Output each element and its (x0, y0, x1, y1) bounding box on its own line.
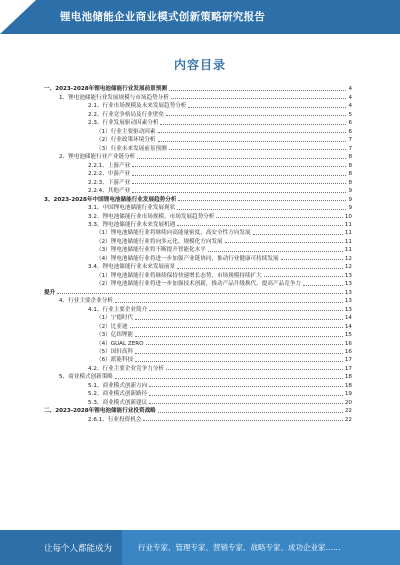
toc-leader-dots (188, 107, 346, 108)
toc-page-number: 13 (344, 281, 352, 288)
toc-entry-text: 提升 (44, 289, 56, 296)
toc-leader-dots (166, 115, 346, 116)
toc-page-number: 5 (348, 111, 352, 118)
toc-page-number: 8 (348, 179, 352, 186)
toc-page-number: 18 (344, 374, 352, 381)
toc-page-number: 13 (344, 298, 352, 305)
toc-entry-text: 3.1、中国锂电池储能行业发展现状 (88, 205, 176, 212)
toc-page-number: 11 (344, 238, 352, 245)
toc-leader-dots (169, 149, 347, 150)
toc-entry[interactable] (44, 203, 352, 211)
toc-entry-text: （5）国轩高科 (96, 349, 134, 355)
toc-entry[interactable] (44, 169, 352, 177)
page-header (0, 0, 400, 34)
toc-leader-dots (149, 386, 343, 387)
toc-leader-dots (135, 353, 343, 354)
toc-entry[interactable] (44, 101, 352, 109)
toc-entry[interactable] (44, 228, 352, 236)
toc-leader-dots (115, 302, 343, 303)
toc-entry[interactable] (44, 194, 352, 202)
toc-entry[interactable] (44, 211, 352, 219)
toc-entry[interactable] (44, 262, 352, 270)
toc-entry-text: 5、商业模式创新策略 (59, 374, 113, 381)
toc-entry-text: 2.6.1、行业投资机会 (88, 416, 142, 423)
toc-entry-text: 2.2.1、上游产业 (88, 162, 131, 169)
toc-page-number: 12 (344, 255, 352, 262)
toc-entry[interactable] (44, 160, 352, 168)
toc-entry-text: （3）亿纬锂能 (96, 332, 134, 339)
toc-page-number: 14 (344, 315, 352, 322)
toc-leader-dots (169, 90, 346, 91)
page-footer (0, 530, 400, 565)
toc-leader-dots (57, 293, 343, 294)
toc-leader-dots (158, 141, 347, 142)
toc-page-number: 11 (344, 247, 352, 254)
toc-leader-dots (303, 285, 343, 286)
toc-leader-dots (149, 310, 343, 311)
toc-page-number: 8 (348, 154, 352, 161)
toc-entry[interactable] (44, 143, 352, 151)
toc-leader-dots (149, 403, 343, 404)
toc-page-number: 8 (348, 162, 352, 169)
toc-page-number: 12 (344, 264, 352, 271)
toc-entry-text: （4）GUAL ZERO (96, 340, 144, 347)
toc-entry-text: 3.3、锂电池储能行业未来发展机遇 (88, 221, 176, 228)
toc-leader-dots (171, 98, 347, 99)
toc-entry[interactable] (44, 126, 352, 134)
toc-leader-dots (166, 369, 343, 370)
toc-page-number: 4 (348, 103, 352, 110)
toc-entry-text: （2）锂电池储能行业将进一步加强技术创新，推动产品升级换代，提高产品竞争力 (96, 281, 301, 288)
toc-page-number: 22 (344, 416, 352, 423)
toc-page-number: 18 (344, 382, 352, 389)
toc-leader-dots (137, 158, 346, 159)
toc-leader-dots (177, 225, 343, 226)
toc-leader-dots (135, 361, 343, 362)
toc-entry-text: （6）派能科技 (96, 357, 134, 364)
toc-entry-text: 5.2、商业模式创新路径 (88, 391, 148, 398)
toc-entry-text: 2.2.4、其他产业 (88, 188, 131, 195)
toc-page-number: 16 (344, 349, 352, 355)
toc-leader-dots (158, 132, 347, 133)
report-title: 锂电池储能企业商业模式创新策略研究报告 (60, 11, 266, 23)
toc-page-number: 7 (348, 137, 352, 144)
toc-entry[interactable] (44, 355, 352, 363)
toc-entry-text: 3.4、锂电池储能行业未来发展前景 (88, 264, 176, 271)
toc-leader-dots (225, 242, 343, 243)
toc-entry[interactable] (44, 287, 352, 295)
toc-entry-text: 2.2.2、中游产业 (88, 171, 131, 178)
toc-entry[interactable] (44, 296, 352, 304)
toc-page-number: 20 (344, 399, 352, 406)
toc-entry[interactable] (44, 372, 352, 380)
toc-leader-dots (132, 192, 346, 193)
toc-page-number: 22 (344, 408, 352, 415)
toc-entry[interactable] (44, 177, 352, 185)
toc-entry-text: （4）锂电池储能行业将进一步加强产业链协同，推动行业健康可持续发展 (96, 255, 279, 262)
toc-entry-text: （1）锂电池储能行业将继续向高能量密度、高安全性方向发展 (96, 230, 251, 237)
toc-entry-text: 二、2023-2028年锂电池储能行业投资战略 (44, 408, 156, 415)
toc-entry[interactable] (44, 397, 352, 405)
toc-leader-dots (216, 217, 343, 218)
toc-leader-dots (253, 234, 343, 235)
toc-leader-dots (208, 251, 343, 252)
toc-leader-dots (177, 209, 346, 210)
toc-page-number: 4 (348, 94, 352, 101)
toc-leader-dots (264, 276, 343, 277)
toc-entry-text: 4.2、行业主要企业竞争力分析 (88, 365, 165, 372)
toc-leader-dots (160, 124, 346, 125)
toc-entry-text: 2.2、行业竞争格局及行业壁垒 (88, 111, 165, 118)
toc-page-number: 14 (344, 323, 352, 330)
toc-leader-dots (132, 166, 346, 167)
toc-entry-text: 3.2、锂电池储能行业市场规模、市场发展趋势分析 (88, 213, 215, 220)
toc-entry-text: 3、2023-2028年中国锂电池储能行业发展趋势分析 (44, 196, 177, 203)
toc-page-number: 7 (348, 145, 352, 152)
toc-entry-text: 一、2023-2028年锂电池储能行业发展前景预测 (44, 86, 167, 93)
toc-page-number: 13 (344, 272, 352, 279)
toc-page-number: 9 (348, 196, 352, 203)
toc-page-number: 15 (344, 332, 352, 339)
toc-entry-text: 2.1、行业市场规模及未来发展趋势分析 (88, 103, 187, 110)
toc-entry-text: 4.1、行业主要企业简介 (88, 306, 148, 313)
toc-leader-dots (135, 336, 343, 337)
toc-leader-dots (149, 395, 343, 396)
toc-entry[interactable] (44, 279, 352, 287)
toc-page-number: 11 (344, 221, 352, 228)
toc-entry[interactable] (44, 363, 352, 371)
toc-entry[interactable] (44, 414, 352, 422)
toc-page-number: 9 (348, 205, 352, 212)
toc-entry[interactable] (44, 347, 352, 355)
toc-leader-dots (146, 344, 343, 345)
toc-heading: 内容目录 (173, 58, 226, 72)
toc-entry-text: （3）行业未来发展前景预测 (96, 145, 167, 152)
toc-page-number: 13 (344, 306, 352, 313)
toc-page-number: 17 (344, 357, 352, 364)
toc-entry[interactable] (44, 313, 352, 321)
toc-leader-dots (132, 183, 346, 184)
footer-slogan: 让每个人都能成为 (44, 544, 113, 554)
toc-entry-text: 5.3、商业模式创新建议 (88, 399, 148, 406)
toc-entry-text: 4、行业主要企业分析 (59, 298, 113, 305)
toc-entry[interactable] (44, 330, 352, 338)
toc-entry[interactable] (44, 118, 352, 126)
toc-page-number: 16 (344, 340, 352, 347)
toc-entry-text: 5.1、商业模式创新方向 (88, 382, 148, 389)
toc-page-number: 13 (344, 289, 352, 296)
toc-page-number: 6 (348, 120, 352, 127)
toc-entry-text: 2.3、行业发展驱动因素分析 (88, 120, 159, 127)
toc-page-number: 11 (344, 230, 352, 237)
toc-entry[interactable] (44, 304, 352, 312)
toc-entry[interactable] (44, 152, 352, 160)
toc-page-number: 9 (348, 188, 352, 195)
toc-entry[interactable] (44, 245, 352, 253)
header-corner-shape (0, 0, 36, 34)
toc-entry[interactable] (44, 109, 352, 117)
toc-entry[interactable] (44, 389, 352, 397)
toc-entry-text: （2）比亚迪 (96, 323, 128, 330)
toc-page-number: 10 (344, 213, 352, 220)
toc-page-number: 8 (348, 171, 352, 178)
toc-entry-text: （2）锂电池储能行业将向多元化、规模化方向发展 (96, 238, 223, 245)
toc-entry[interactable] (44, 220, 352, 228)
toc-entry[interactable] (44, 253, 352, 261)
toc-entry[interactable] (44, 135, 352, 143)
toc-entry-text: （1）宁德时代 (96, 315, 134, 322)
toc-leader-dots (135, 319, 343, 320)
toc-leader-dots (143, 420, 342, 421)
toc-leader-dots (178, 200, 346, 201)
toc-entry[interactable] (44, 406, 352, 414)
toc-entry[interactable] (44, 338, 352, 346)
toc-entry-text: 2.2.3、下游产业 (88, 179, 131, 186)
toc-entry[interactable] (44, 270, 352, 278)
toc-entry-text: 1、锂电池储能行业发展规模与市场趋势分析 (59, 94, 169, 101)
toc-entry[interactable] (44, 186, 352, 194)
toc-entry-text: （2）行业政策环境分析 (96, 137, 156, 144)
toc-entry[interactable] (44, 92, 352, 100)
toc-entry[interactable] (44, 236, 352, 244)
toc-leader-dots (130, 327, 343, 328)
toc-entry-text: （3）锂电池储能行业将不断提升智能化水平 (96, 247, 206, 254)
toc-page-number: 19 (344, 391, 352, 398)
toc-page-number: 6 (348, 128, 352, 135)
toc-entry[interactable] (44, 380, 352, 388)
toc-leader-dots (281, 259, 343, 260)
toc-entry-text: （1）锂电池储能行业将继续保持快速增长态势，市场规模持续扩大 (96, 272, 262, 279)
toc-entry-text: （1）行业主要驱动因素 (96, 128, 156, 135)
toc-page-number: 4 (348, 86, 352, 93)
toc-entry[interactable] (44, 84, 352, 92)
toc-entry-text: 2、锂电池储能行业产业链分析 (59, 154, 136, 161)
toc-leader-dots (177, 268, 343, 269)
toc-leader-dots (158, 412, 343, 413)
table-of-contents (44, 84, 352, 423)
toc-leader-dots (115, 378, 343, 379)
toc-leader-dots (132, 175, 346, 176)
footer-tagline: 行业专家、管理专家、营销专家、战略专家、成功企业家…… (138, 543, 341, 552)
toc-entry[interactable] (44, 321, 352, 329)
toc-page-number: 17 (344, 365, 352, 372)
